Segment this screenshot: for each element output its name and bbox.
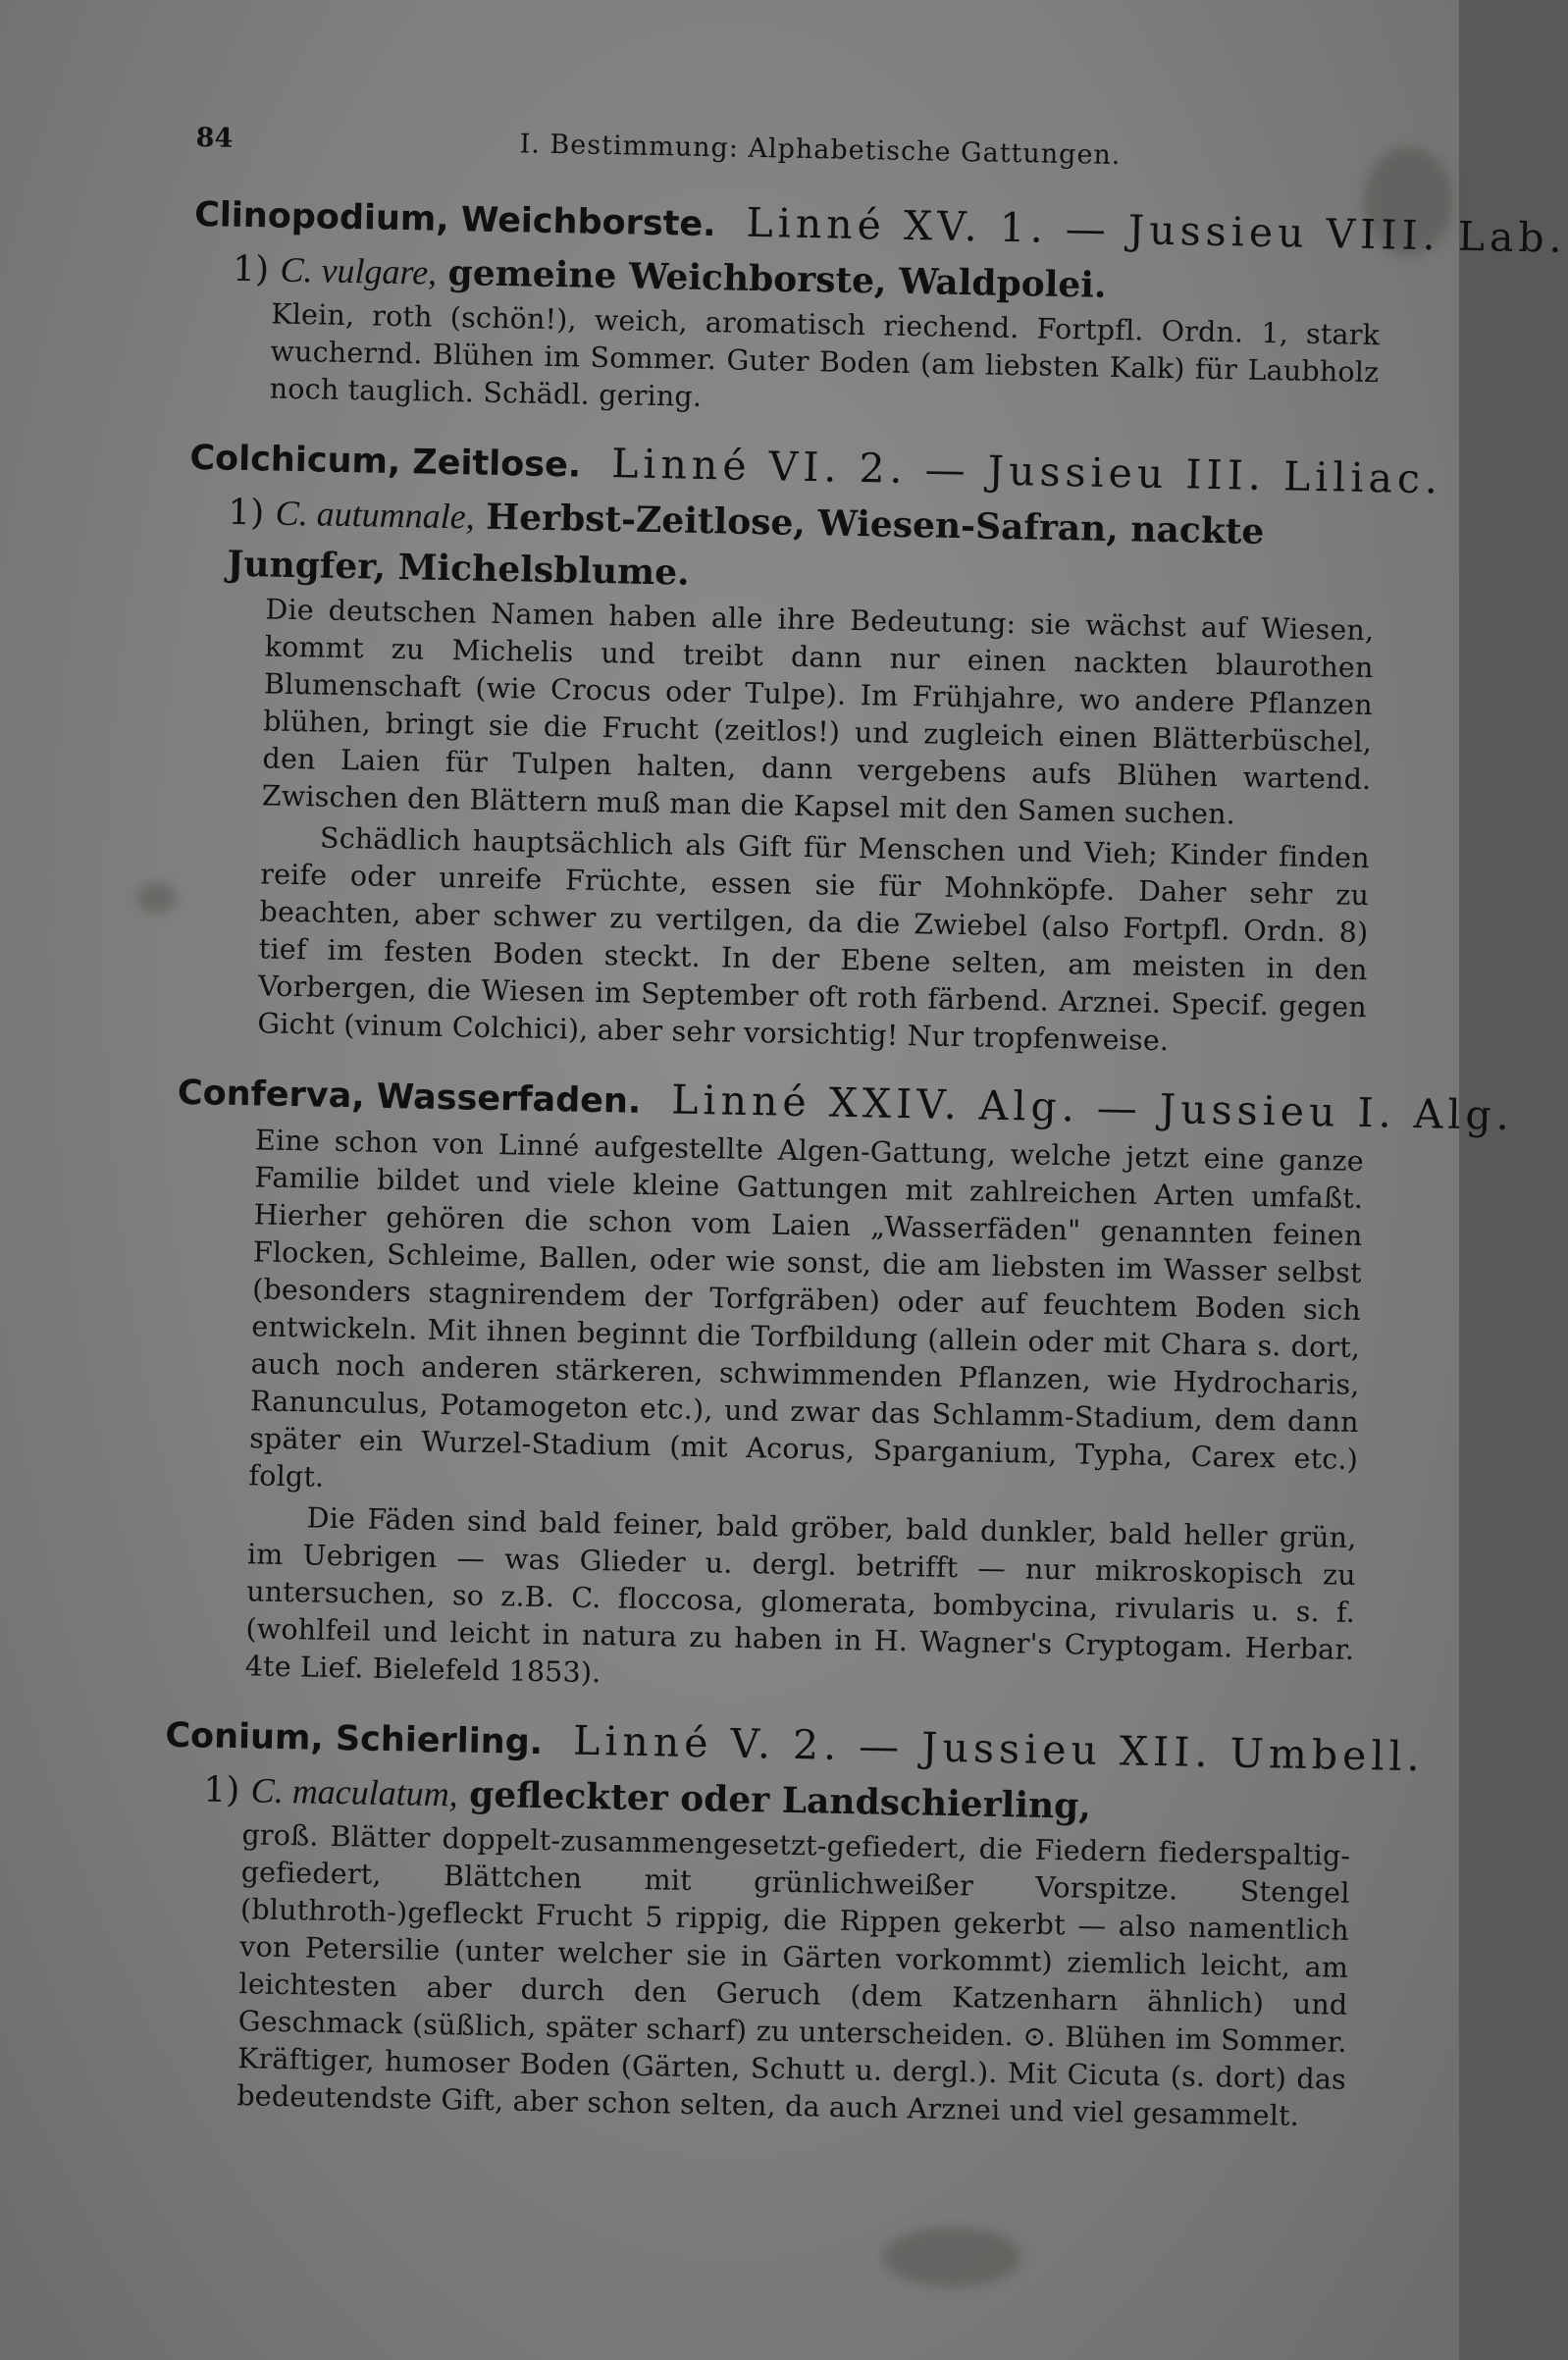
running-header [195,123,1383,176]
classification: Linné XXIV. Alg. — Jussieu I. Alg. [670,1075,1515,1139]
genus-name: Conferva, Wasserfaden. [177,1073,642,1122]
body-paragraph: Eine schon von Linné aufgestellte Algen-Gattung, welche jetzt eine ganze Familie bildet und viele kleine Gattungen mit zahlreichen Arten umfaßt. Hierher gehören die schon vom Laien „Wasserfäden" genannten feinen Flocken, Schleime, Ballen, oder wie sonst, die am liebsten im Wasser selbst (besonders stagnirendem der Torfgräben) oder auf feuchtem Boden sich entwickeln. Mit ihnen beginnt die Torfbildung (allein oder mit Chara s. dort, auch noch anderen stärkeren, schwimmenden Pflanzen, wie Hydrocharis, Ranunculus, Potamogeton etc.), und zwar das Schlamm-Stadium, dem dann später ein Wurzel-Stadium (mit Acorus, Sparganium, Typha, Carex etc.) folgt. [248,1124,1365,1494]
entry-conferva [166,1063,1515,1706]
entry-body [257,591,1375,1064]
body-paragraph: groß. Blätter doppelt-zusammengesetzt-gefiedert, die Fiedern fiederspaltig-gefiedert, Blättchen mit grünlichweißer Vorspitze. Stengel (bluthroth-)gefleckt Frucht 5 rippig, die Rippen gekerbt — also namentlich von Petersilie (unter welcher sie in Gärten vorkommt) ziemlich leicht, am leichtesten aber durch den Geruch (dem Katzenharn ähnlich) und Geschmack (süßlich, später scharf) zu unterscheiden. ⊙. Blühen im Sommer. Kräftiger, humoser Boden (Gärten, Schutt u. dergl.). Mit Cicuta (s. dort) das bedeutendste Gift, aber schon selten, da auch Arznei und viel gesammelt. [236,1818,1351,2132]
entry-colchicum [179,428,1443,1064]
species-latin: C. vulgare, [280,249,438,292]
page-number: 84 [195,123,234,154]
entry-conium [158,1705,1426,2136]
text-column [158,123,1568,2158]
classification: Linné XV. 1. — Jussieu VIII. Lab. [746,198,1568,262]
species-number: 1) [202,1769,240,1811]
body-paragraph: Die Fäden sind bald feiner, bald gröber, bald dunkler, bald heller grün, im Uebrigen — was Glieder u. dergl. betrifft — nur mikroskopisch zu untersuchen, so z.B. C. floccosa, glomerata, bombycina, rivularis u. s. f. (wohlfeil und leicht in natura zu haben in H. Wagner's Cryptogam. Herbar. 4te Lief. Bielefeld 1853). [244,1501,1357,1690]
genus-name: Conium, Schierling. [165,1715,544,1763]
species-latin: C. maculatum, [250,1770,459,1814]
species-latin: C. autumnale, [275,493,476,537]
species-german: gemeine Weichborste, Waldpolei. [447,251,1107,306]
paper-stain [883,2228,1020,2286]
entry-body [244,1122,1364,1706]
genus-name: Clinopodium, Weichborste. [193,194,716,245]
body-paragraph: Die deutschen Namen haben alle ihre Bedeutung: sie wächst auf Wiesen, kommt zu Michelis und treibt dann nur einen nackten blaurothen Blumenschaft (wie Crocus oder Tulpe). Im Frühjahre, wo andere Pflanzen blühen, bringt sie die Frucht (zeitlos!) und zugleich einen Blätterbüschel, den Laien für Tulpen halten, dann vergebens aufs Blühen wartend. Zwischen den Blättern muß man die Kapsel mit den Samen suchen. [261,593,1375,831]
species-number: 1) [232,248,270,290]
species-number: 1) [227,492,265,534]
classification: Linné V. 2. — Jussieu XII. Umbell. [572,1716,1426,1781]
classification: Linné VI. 2. — Jussieu III. Liliac. [610,440,1443,503]
entry-clinopodium [190,184,1568,429]
species-german: Herbst-Zeitlose, Wiesen-Safran, nackte Jungfer, Michelsblume. [226,496,1265,594]
body-paragraph: Klein, roth (schön!), weich, aromatisch riechend. Fortpfl. Ordn. 1, stark wuchernd. Blühen im Sommer. Guter Boden (am liebsten Kalk) für Laubholz noch tauglich. Schädl. gering. [269,297,1381,413]
body-paragraph: Schädlich hauptsächlich als Gift für Menschen und Vieh; Kinder finden reife oder unreife Früchte, essen sie für Mohnköpfe. Daher sehr zu beachten, aber schwer zu vertilgen, da die Zwiebel (also Fortpfl. Ordn. 8) tief im festen Boden steckt. In der Ebene selten, am meisten in den Vorbergen, die Wiesen im September oft roth färbend. Arznei. Specif. gegen Gicht (vinum Colchici), aber sehr vorsichtig! Nur tropfenweise. [257,821,1371,1058]
species-german: gefleckter oder Landschierling, [468,1773,1092,1827]
entry-body [269,296,1380,430]
running-title: I. Bestimmung: Alphabetische Gattungen. [519,129,1122,172]
paper-stain [137,883,177,913]
entry-body [236,1816,1351,2136]
genus-name: Colchicum, Zeitlose. [189,438,582,486]
